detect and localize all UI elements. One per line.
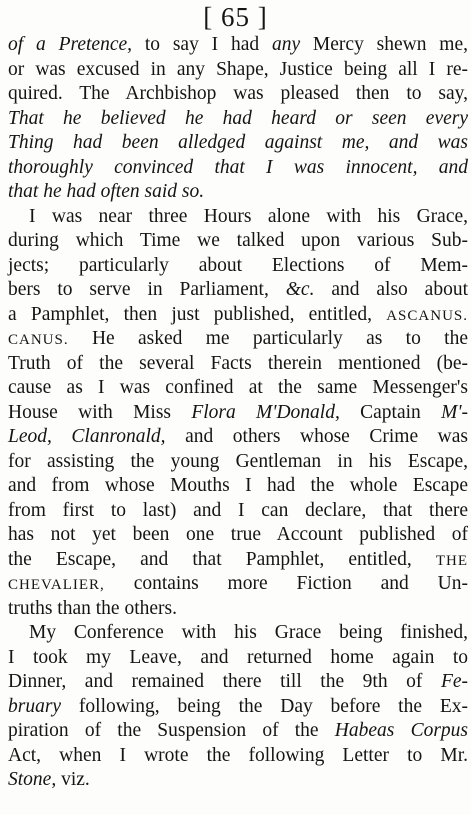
text-segment: a Pamphlet, then just published, entitled, [8,303,387,325]
text-segment: quired. The Archbishop was pleased then to say, [8,83,468,104]
small-caps-text: CANUS. [8,332,69,348]
text-segment: has not yet been one true Account published of [8,524,468,545]
small-caps-text: ASCANUS. [386,307,468,324]
italic-text: any [271,34,301,55]
text-segment: from first to last) and I can declare, that there [8,499,468,521]
text-line [8,401,468,426]
text-line [8,352,468,377]
text-segment: I took my Leave, and returned home again to [8,646,468,668]
text-line [8,327,468,352]
body-text [8,33,468,793]
text-segment: cause as I was confined at the same Messenger's [8,377,468,398]
italic-text: &c. [285,279,315,300]
italic-text: Leod, Clanronald, [8,426,166,447]
italic-text: Flora M'Donald, [191,401,340,423]
text-line [8,180,468,205]
text-line [8,572,468,597]
text-segment: for assisting the young Gentleman in his Escape, [8,450,468,472]
text-segment: I was near three Hours alone with his Grace, [29,205,468,227]
text-line [8,646,468,671]
text-segment: Dinner, and remained there till the 9th of [8,671,441,692]
text-line [8,33,468,58]
italic-text: That he believed he had heard or seen every [8,107,468,129]
text-line [8,156,468,181]
text-line [8,621,468,646]
text-segment: following, being the Day before the Ex- [61,695,468,717]
italic-text: Thing had been alledged against me, and was [8,132,468,153]
text-segment: during which Time we talked upon various Sub- [8,230,468,251]
text-line [8,131,468,156]
text-line [8,205,468,230]
text-segment: Truth of the several Facts therein mentioned (be- [8,352,468,374]
text-segment: and also about [314,279,468,300]
text-line [8,254,468,279]
italic-text: M'- [441,401,468,423]
text-segment: and from whose Mouths I had the whole Escape [8,475,468,496]
text-segment: to say I had [132,34,272,55]
italic-text: that he had often said so. [8,181,205,202]
text-line [8,695,468,720]
text-line [8,548,468,573]
text-line [8,58,468,83]
italic-text: Habeas Corpus [334,720,468,741]
text-segment: jects; particularly about Elections of Mem- [8,254,468,276]
text-segment: Mercy shewn me, [300,34,469,55]
text-line [8,768,468,793]
text-line [8,670,468,695]
text-segment: Act, when I wrote the following Letter to Mr. [8,744,468,766]
text-segment: and others whose Crime was [165,426,468,447]
text-segment: contains more Fiction and Un- [104,573,468,594]
text-line [8,425,468,450]
text-segment: viz. [56,769,90,790]
text-segment: piration of the Suspension of the [8,720,335,741]
text-segment: bers to serve in Parliament, [8,279,286,300]
text-line [8,303,468,328]
italic-text: of a Pretence, [8,34,133,55]
text-segment: truths than the others. [8,597,177,619]
italic-text: Stone, [8,769,57,790]
text-line [8,82,468,107]
text-line [8,474,468,499]
italic-text: bruary [8,695,62,717]
text-line [8,523,468,548]
text-line [8,597,468,622]
text-line [8,744,468,769]
text-segment: My Conference with his Grace being finished, [29,622,468,643]
text-segment: or was excused in any Shape, Justice being all I re- [8,58,468,80]
text-segment: House with Miss [8,401,192,423]
page-number: [ 65 ] [203,2,268,32]
text-line [8,107,468,132]
text-line [8,499,468,524]
text-segment: He asked me particularly as to the [68,328,468,349]
small-caps-text: CHEVALIER, [8,577,105,593]
text-line [8,376,468,401]
text-segment: the Escape, and that Pamphlet, entitled, [8,548,436,570]
text-line [8,229,468,254]
small-caps-text: THE [435,552,468,569]
text-line [8,450,468,475]
italic-text: Fe- [440,671,468,692]
text-segment: Captain [339,401,442,423]
text-line [8,278,468,303]
italic-text: thoroughly convinced that I was innocent, and [8,156,468,178]
text-line [8,719,468,744]
